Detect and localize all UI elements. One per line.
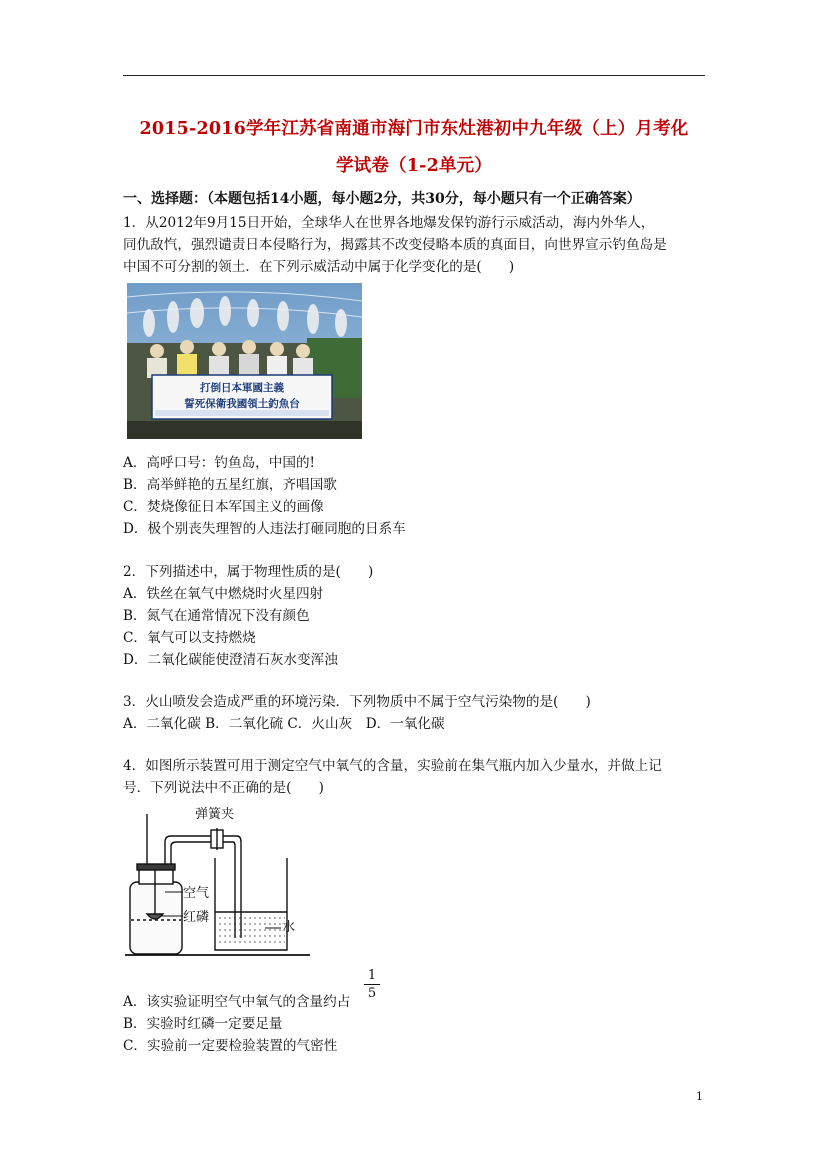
fraction-numerator: 1 — [367, 968, 377, 983]
q1-option-d: D．极个别丧失理智的人违法打砸同胞的日系车 — [123, 521, 406, 537]
label-clamp: 弹簧夹 — [195, 807, 235, 822]
section-heading: 一、选择题：（本题包括14小题，每小题2分，共30分，每小题只有一个正确答案） — [123, 191, 641, 207]
q1-option-c: C．焚烧像征日本军国主义的画像 — [123, 499, 324, 515]
q1-option-a: A．高呼口号：钓鱼岛，中国的! — [123, 455, 315, 471]
q1-stem-line2: 同仇敌忾，强烈谴责日本侵略行为，揭露其不改变侵略本质的真面目，向世界宣示钓鱼岛是 — [123, 237, 667, 253]
fraction-denominator: 5 — [367, 986, 377, 1001]
q1-stem-line3: 中国不可分割的领土．在下列示威活动中属于化学变化的是( ) — [123, 259, 515, 275]
q4-stem-line2: 号．下列说法中不正确的是( ) — [123, 780, 324, 796]
page-number: 1 — [696, 1090, 703, 1103]
label-water: 水 — [282, 920, 296, 935]
banner-line2: 誓死保衛我國領土釣魚台 — [184, 398, 300, 410]
header-rule — [123, 75, 705, 76]
q3-stem: 3．火山喷发会造成严重的环境污染．下列物质中不属于空气污染物的是( ) — [123, 694, 591, 710]
q2-stem: 2．下列描述中，属于物理性质的是( ) — [123, 564, 374, 580]
paper-title-line2: 学试卷（1-2单元） — [335, 156, 493, 176]
q1-stem-line1: 1．从2012年9月15日开始，全球华人在世界各地爆发保钓游行示威活动，海内外华人， — [123, 215, 655, 231]
q3-options: A．二氧化碳 B．二氧化硫 C．火山灰 D．一氧化碳 — [123, 716, 445, 732]
fraction-bar — [364, 984, 380, 985]
q1-option-b: B．高举鲜艳的五星红旗，齐唱国歌 — [123, 477, 337, 493]
q2-option-d: D．二氧化碳能使澄清石灰水变浑浊 — [123, 652, 338, 668]
q2-option-a: A．铁丝在氧气中燃烧时火星四射 — [123, 586, 324, 602]
q4-stem-line1: 4．如图所示装置可用于测定空气中氧气的含量，实验前在集气瓶内加入少量水，并做上记 — [123, 758, 662, 774]
label-phosphorus: 红磷 — [183, 910, 210, 925]
q4-option-c: C．实验前一定要检验装置的气密性 — [123, 1038, 338, 1054]
oxygen-measurement-apparatus — [125, 800, 315, 960]
q2-option-c: C．氧气可以支持燃烧 — [123, 630, 256, 646]
q4-option-a: A．该实验证明空气中氧气的含量约占 — [123, 994, 351, 1010]
banner-line1: 打倒日本軍國主義 — [200, 382, 284, 394]
label-air: 空气 — [183, 886, 210, 901]
q4-option-b: B．实验时红磷一定要足量 — [123, 1016, 283, 1032]
q2-option-b: B．氮气在通常情况下没有颜色 — [123, 608, 310, 624]
fraction-one-fifth — [364, 968, 380, 1001]
paper-title-line1: 2015-2016学年江苏省南通市海门市东灶港初中九年级（上）月考化 — [139, 119, 689, 139]
protest-photo — [127, 283, 362, 439]
